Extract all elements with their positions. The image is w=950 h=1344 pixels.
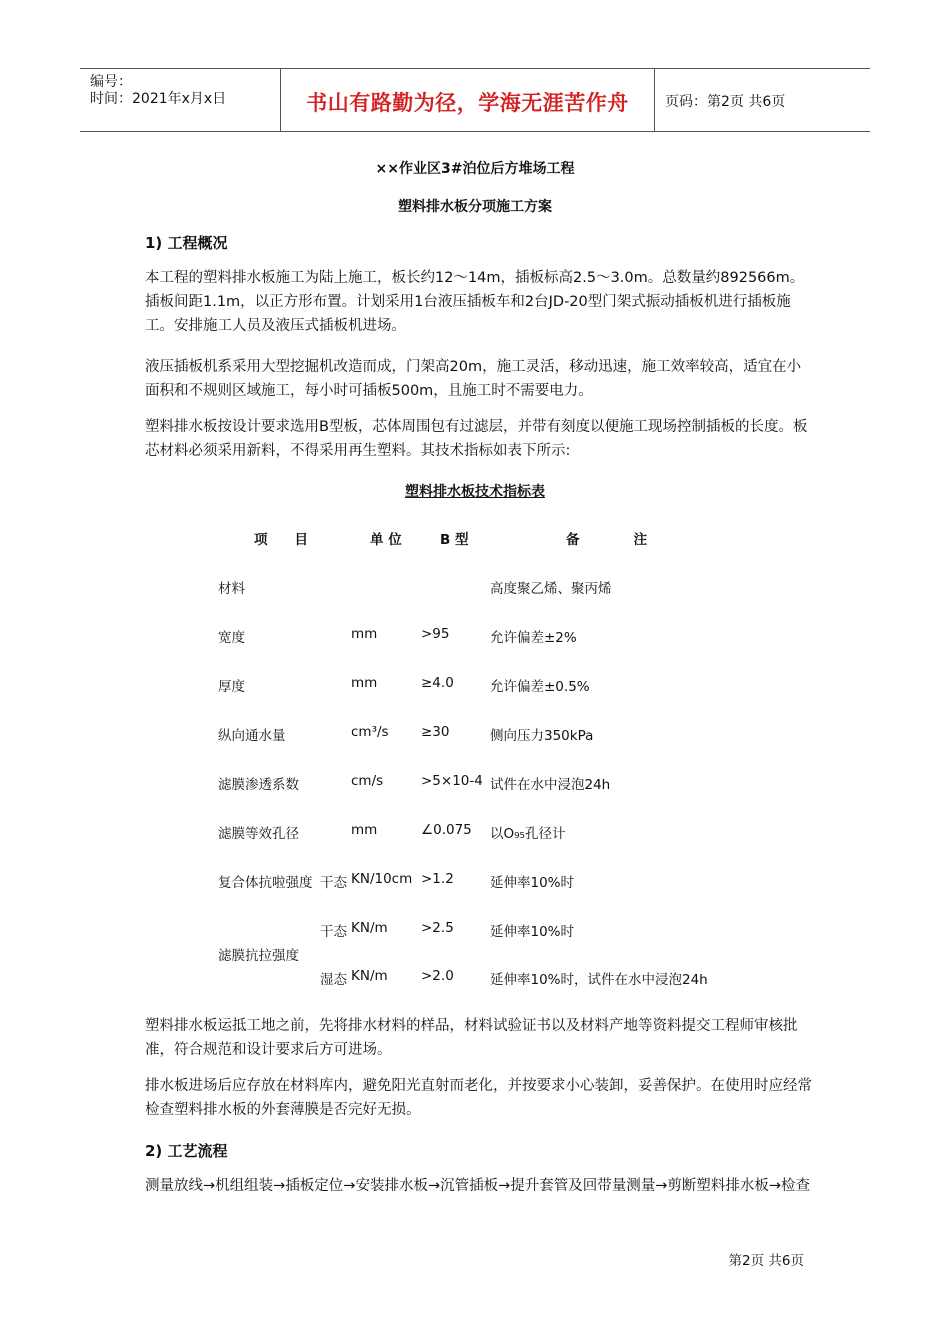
table-cell-unit: KN/m xyxy=(351,920,388,936)
col-header-unit: 单 位 xyxy=(370,532,402,548)
table-cell-note: 侧向压力350kPa xyxy=(490,728,594,744)
table-cell-note: 允许偏差±2% xyxy=(490,630,577,646)
page-header xyxy=(80,68,870,132)
table-cell-sub: 干态 xyxy=(320,924,347,940)
table-cell-note: 延伸率10%时，试件在水中浸泡24h xyxy=(490,972,708,988)
table-cell-item: 纵向通水量 xyxy=(218,728,286,744)
table-cell-item: 厚度 xyxy=(218,679,245,695)
doc-title-2: 塑料排水板分项施工方案 xyxy=(398,199,552,215)
section-heading-1: 1) 工程概况 xyxy=(145,234,228,252)
table-cell-value: >2.0 xyxy=(421,968,454,984)
table-cell-value: >1.2 xyxy=(421,871,454,887)
table-cell-unit: cm³/s xyxy=(351,724,389,740)
table-cell-value: >95 xyxy=(421,626,450,642)
section-heading-2: 2) 工艺流程 xyxy=(145,1142,228,1160)
table-cell-note: 以O₉₅孔径计 xyxy=(490,826,566,842)
table-cell-item: 宽度 xyxy=(218,630,245,646)
table-cell-merged-item: 滤膜抗拉强度 xyxy=(218,948,299,964)
table-cell-unit: cm/s xyxy=(351,773,384,789)
header-motto: 书山有路勤为径，学海无涯苦作舟 xyxy=(306,91,629,115)
paragraph-4: 塑料排水板运抵工地之前，先将排水材料的样品，材料试验证书以及材料产地等资料提交工程师审核批准，符合规范和设计要求后方可进场。 xyxy=(145,1018,798,1058)
table-cell-note: 允许偏差±0.5% xyxy=(490,679,590,695)
header-page-info: 页码：第2页 共6页 xyxy=(665,94,786,110)
table-cell-value: ≥30 xyxy=(421,724,450,740)
table-cell-unit: mm xyxy=(351,675,378,691)
table-cell-item: 滤膜等效孔径 xyxy=(218,826,299,842)
table-cell-item: 复合体抗啦强度 xyxy=(218,875,313,891)
table-cell-note: 高度聚乙烯、聚丙烯 xyxy=(490,581,612,597)
header-page-cell xyxy=(655,69,870,131)
col-header-item: 项 目 xyxy=(254,532,308,548)
date-label: 时间：2021年x月x日 xyxy=(90,91,227,107)
header-motto-cell xyxy=(281,69,655,131)
table-cell-sub: 湿态 xyxy=(320,972,347,988)
paragraph-3: 塑料排水板按设计要求选用B型板，芯体周围包有过滤层，并带有刻度以便施工现场控制插板的长度。板芯材料必须采用新料，不得采用再生塑料。其技术指标如表下所示: xyxy=(145,419,808,459)
doc-title-1: ××作业区3#泊位后方堆场工程 xyxy=(375,161,575,177)
table-cell-unit: mm xyxy=(351,626,378,642)
table-cell-value: ≥4.0 xyxy=(421,675,454,691)
table-cell-unit: mm xyxy=(351,822,378,838)
table-cell-sub: 干态 xyxy=(320,875,347,891)
page-footer: 第2页 共6页 xyxy=(728,1253,804,1269)
table-cell-note: 试件在水中浸泡24h xyxy=(490,777,611,793)
table-cell-unit: KN/10cm xyxy=(351,871,413,887)
table-cell-value: ∠0.075 xyxy=(421,822,472,838)
col-header-note: 备 注 xyxy=(566,532,647,548)
paragraph-5: 排水板进场后应存放在材料库内，避免阳光直射而老化，并按要求小心装卸，妥善保护。在使用时应经常检查塑料排水板的外套薄膜是否完好无损。 xyxy=(145,1078,812,1118)
table-cell-value: >5×10-4 xyxy=(421,773,483,789)
table-title: 塑料排水板技术指标表 xyxy=(405,484,545,500)
header-meta xyxy=(80,69,281,131)
paragraph-6: 测量放线→机组组装→插板定位→安装排水板→沉管插板→提升套管及回带量测量→剪断塑料排水板→检查 xyxy=(145,1178,811,1194)
table-cell-item: 材料 xyxy=(218,581,245,597)
paragraph-1: 本工程的塑料排水板施工为陆上施工，板长约12～14m，插板标高2.5～3.0m。总数量约892566m。插板间距1.1m，以正方形布置。计划采用1台液压插板车和2台JD-20型门架式振动插板机进行插板施工。安排施工人员及液压式插板机进场。 xyxy=(145,270,805,334)
col-header-type: B 型 xyxy=(440,532,469,548)
code-label: 编号： xyxy=(90,74,132,90)
table-cell-note: 延伸率10%时 xyxy=(490,924,575,940)
table-cell-value: >2.5 xyxy=(421,920,454,936)
table-cell-item: 滤膜渗透系数 xyxy=(218,777,299,793)
table-cell-unit: KN/m xyxy=(351,968,388,984)
paragraph-2: 液压插板机系采用大型挖掘机改造而成，门架高20m，施工灵活，移动迅速，施工效率较高，适宜在小面积和不规则区域施工，每小时可插板500m，且施工时不需要电力。 xyxy=(145,359,802,399)
table-cell-note: 延伸率10%时 xyxy=(490,875,575,891)
